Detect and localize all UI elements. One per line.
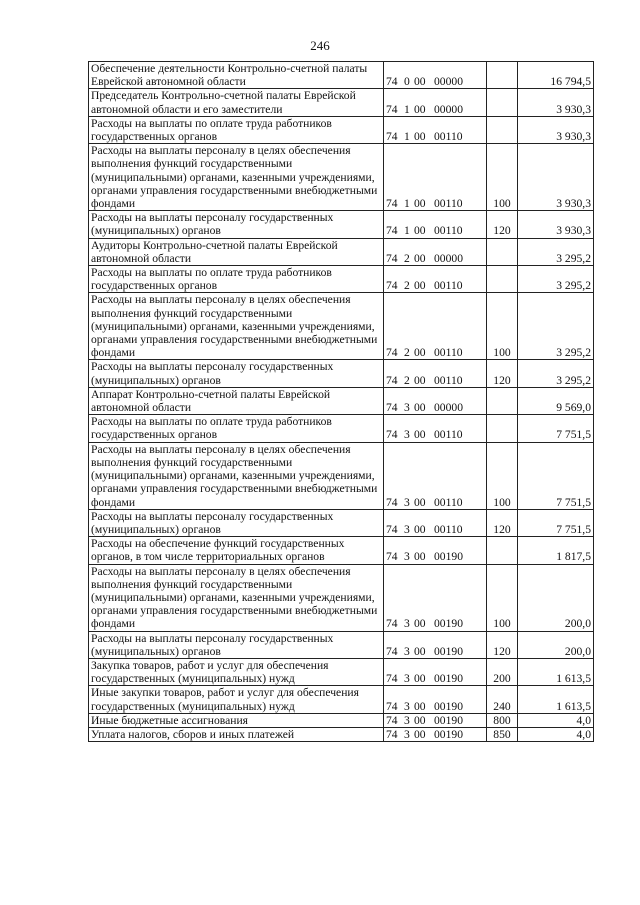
code-part: 00110 <box>434 346 463 360</box>
code-part: 74 <box>386 522 398 536</box>
code-part: 00110 <box>434 130 463 144</box>
code-part: 2 <box>404 251 410 265</box>
code-part: 2 <box>404 279 410 293</box>
code-part: 3 <box>404 713 410 727</box>
table-row <box>89 387 594 414</box>
row-code <box>384 442 487 509</box>
page-number: 246 <box>310 38 330 53</box>
code-part: 74 <box>386 428 398 442</box>
row-name: Расходы на выплаты по оплате труда работников государственных органов <box>89 266 384 293</box>
row-amount: 4,0 <box>518 727 594 741</box>
row-code <box>384 62 487 89</box>
code-part: 74 <box>386 197 398 211</box>
row-name: Аудиторы Контрольно-счетной палаты Еврейской автономной области <box>89 238 384 265</box>
code-part: 3 <box>404 495 410 509</box>
code-part: 00000 <box>434 102 463 116</box>
code-part: 00 <box>414 617 426 631</box>
row-expense-type: 200 <box>487 658 518 685</box>
row-name: Аппарат Контрольно-счетной палаты Еврейской автономной области <box>89 387 384 414</box>
row-name: Расходы на обеспечение функций государственных органов, в том числе территориальных органов <box>89 537 384 564</box>
row-code <box>384 238 487 265</box>
row-code <box>384 509 487 536</box>
row-code <box>384 89 487 116</box>
row-code <box>384 266 487 293</box>
code-part: 00 <box>414 251 426 265</box>
code-part: 1 <box>404 130 410 144</box>
row-code <box>384 658 487 685</box>
row-expense-type: 120 <box>487 509 518 536</box>
code-part: 00190 <box>434 727 463 741</box>
row-expense-type <box>487 387 518 414</box>
code-part: 00110 <box>434 279 463 293</box>
table-row <box>89 658 594 685</box>
row-amount: 3 295,2 <box>518 238 594 265</box>
code-part: 00 <box>414 102 426 116</box>
code-part: 00 <box>414 495 426 509</box>
code-part: 00 <box>414 522 426 536</box>
table-row <box>89 360 594 387</box>
code-part: 00 <box>414 713 426 727</box>
row-name: Расходы на выплаты персоналу государственных (муниципальных) органов <box>89 509 384 536</box>
code-part: 00110 <box>434 522 463 536</box>
row-name: Расходы на выплаты персоналу государственных (муниципальных) органов <box>89 631 384 658</box>
code-part: 00110 <box>434 224 463 238</box>
row-amount: 7 751,5 <box>518 415 594 442</box>
code-part: 3 <box>404 428 410 442</box>
code-part: 00000 <box>434 401 463 415</box>
code-part: 3 <box>404 401 410 415</box>
row-code <box>384 713 487 727</box>
row-name: Расходы на выплаты по оплате труда работников государственных органов <box>89 116 384 143</box>
row-code <box>384 293 487 360</box>
row-amount: 3 930,3 <box>518 144 594 211</box>
row-amount: 3 295,2 <box>518 266 594 293</box>
row-amount: 3 295,2 <box>518 360 594 387</box>
budget-table-body <box>89 62 594 742</box>
row-amount: 9 569,0 <box>518 387 594 414</box>
row-name: Расходы на выплаты по оплате труда работников государственных органов <box>89 415 384 442</box>
row-expense-type <box>487 116 518 143</box>
code-part: 74 <box>386 617 398 631</box>
table-row <box>89 686 594 713</box>
row-code <box>384 564 487 631</box>
row-code <box>384 727 487 741</box>
row-name: Расходы на выплаты персоналу в целях обеспечения выполнения функций государственными (муниципальными) органами, казенными учреждениями, органами управления государственными внебюджетными фондами <box>89 442 384 509</box>
code-part: 00190 <box>434 672 463 686</box>
code-part: 74 <box>386 401 398 415</box>
row-code <box>384 686 487 713</box>
row-code <box>384 211 487 238</box>
row-name: Расходы на выплаты персоналу в целях обеспечения выполнения функций государственными (муниципальными) органами, казенными учреждениями, органами управления государственными внебюджетными фондами <box>89 144 384 211</box>
code-part: 3 <box>404 727 410 741</box>
row-code <box>384 631 487 658</box>
code-part: 00 <box>414 346 426 360</box>
code-part: 3 <box>404 672 410 686</box>
table-row <box>89 62 594 89</box>
code-part: 3 <box>404 699 410 713</box>
row-expense-type: 100 <box>487 442 518 509</box>
table-row <box>89 415 594 442</box>
code-part: 00 <box>414 727 426 741</box>
code-part: 00 <box>414 224 426 238</box>
code-part: 3 <box>404 617 410 631</box>
code-part: 2 <box>404 346 410 360</box>
row-expense-type: 100 <box>487 144 518 211</box>
row-expense-type <box>487 89 518 116</box>
row-amount: 3 930,3 <box>518 211 594 238</box>
code-part: 2 <box>404 373 410 387</box>
table-row <box>89 537 594 564</box>
code-part: 74 <box>386 727 398 741</box>
row-amount: 3 930,3 <box>518 89 594 116</box>
row-name: Уплата налогов, сборов и иных платежей <box>89 727 384 741</box>
code-part: 00 <box>414 401 426 415</box>
table-row <box>89 713 594 727</box>
table-row <box>89 89 594 116</box>
row-expense-type: 100 <box>487 564 518 631</box>
row-name: Председатель Контрольно-счетной палаты Еврейской автономной области и его заместители <box>89 89 384 116</box>
row-amount: 7 751,5 <box>518 442 594 509</box>
code-part: 74 <box>386 672 398 686</box>
row-code <box>384 387 487 414</box>
code-part: 1 <box>404 197 410 211</box>
row-name: Расходы на выплаты персоналу государственных (муниципальных) органов <box>89 211 384 238</box>
row-amount: 3 930,3 <box>518 116 594 143</box>
code-part: 74 <box>386 130 398 144</box>
code-part: 00000 <box>434 251 463 265</box>
row-amount: 7 751,5 <box>518 509 594 536</box>
table-row <box>89 727 594 741</box>
code-part: 74 <box>386 75 398 89</box>
row-expense-type: 120 <box>487 631 518 658</box>
row-expense-type <box>487 266 518 293</box>
code-part: 00190 <box>434 644 463 658</box>
row-expense-type <box>487 537 518 564</box>
code-part: 74 <box>386 279 398 293</box>
code-part: 74 <box>386 373 398 387</box>
row-amount: 16 794,5 <box>518 62 594 89</box>
code-part: 00 <box>414 672 426 686</box>
row-name: Закупка товаров, работ и услуг для обеспечения государственных (муниципальных) нужд <box>89 658 384 685</box>
row-code <box>384 116 487 143</box>
row-expense-type: 120 <box>487 360 518 387</box>
code-part: 1 <box>404 102 410 116</box>
code-part: 00 <box>414 428 426 442</box>
row-code <box>384 415 487 442</box>
code-part: 00 <box>414 130 426 144</box>
table-row <box>89 509 594 536</box>
row-code <box>384 144 487 211</box>
code-part: 00190 <box>434 699 463 713</box>
row-expense-type: 850 <box>487 727 518 741</box>
row-amount: 200,0 <box>518 564 594 631</box>
row-name: Обеспечение деятельности Контрольно-счетной палаты Еврейской автономной области <box>89 62 384 89</box>
code-part: 74 <box>386 713 398 727</box>
code-part: 00 <box>414 644 426 658</box>
table-row <box>89 442 594 509</box>
code-part: 3 <box>404 644 410 658</box>
row-expense-type: 240 <box>487 686 518 713</box>
code-part: 00110 <box>434 428 463 442</box>
code-part: 00 <box>414 550 426 564</box>
code-part: 74 <box>386 224 398 238</box>
row-amount: 3 295,2 <box>518 293 594 360</box>
code-part: 00110 <box>434 373 463 387</box>
row-name: Иные бюджетные ассигнования <box>89 713 384 727</box>
row-name: Иные закупки товаров, работ и услуг для обеспечения государственных (муниципальных) нужд <box>89 686 384 713</box>
budget-table <box>88 61 594 742</box>
table-row <box>89 238 594 265</box>
row-amount: 1 613,5 <box>518 686 594 713</box>
row-expense-type: 120 <box>487 211 518 238</box>
row-amount: 1 817,5 <box>518 537 594 564</box>
code-part: 00190 <box>434 713 463 727</box>
code-part: 00 <box>414 373 426 387</box>
row-expense-type: 800 <box>487 713 518 727</box>
table-row <box>89 116 594 143</box>
table-row <box>89 144 594 211</box>
table-row <box>89 266 594 293</box>
code-part: 74 <box>386 699 398 713</box>
code-part: 3 <box>404 550 410 564</box>
code-part: 74 <box>386 550 398 564</box>
code-part: 00110 <box>434 197 463 211</box>
code-part: 74 <box>386 346 398 360</box>
row-expense-type <box>487 238 518 265</box>
row-name: Расходы на выплаты персоналу государственных (муниципальных) органов <box>89 360 384 387</box>
code-part: 74 <box>386 495 398 509</box>
code-part: 00190 <box>434 550 463 564</box>
code-part: 00110 <box>434 495 463 509</box>
table-row <box>89 293 594 360</box>
row-code <box>384 360 487 387</box>
table-row <box>89 564 594 631</box>
row-name: Расходы на выплаты персоналу в целях обеспечения выполнения функций государственными (муниципальными) органами, казенными учреждениями, органами управления государственными внебюджетными фондами <box>89 564 384 631</box>
code-part: 00000 <box>434 75 463 89</box>
code-part: 00 <box>414 197 426 211</box>
row-amount: 1 613,5 <box>518 658 594 685</box>
code-part: 3 <box>404 522 410 536</box>
code-part: 0 <box>404 75 410 89</box>
row-code <box>384 537 487 564</box>
table-row <box>89 631 594 658</box>
row-amount: 200,0 <box>518 631 594 658</box>
code-part: 00 <box>414 279 426 293</box>
row-expense-type <box>487 62 518 89</box>
code-part: 74 <box>386 251 398 265</box>
row-expense-type: 100 <box>487 293 518 360</box>
code-part: 1 <box>404 224 410 238</box>
row-name: Расходы на выплаты персоналу в целях обеспечения выполнения функций государственными (муниципальными) органами, казенными учреждениями, органами управления государственными внебюджетными фондами <box>89 293 384 360</box>
code-part: 74 <box>386 644 398 658</box>
code-part: 00 <box>414 75 426 89</box>
code-part: 00 <box>414 699 426 713</box>
code-part: 74 <box>386 102 398 116</box>
code-part: 00190 <box>434 617 463 631</box>
row-amount: 4,0 <box>518 713 594 727</box>
table-row <box>89 211 594 238</box>
row-expense-type <box>487 415 518 442</box>
